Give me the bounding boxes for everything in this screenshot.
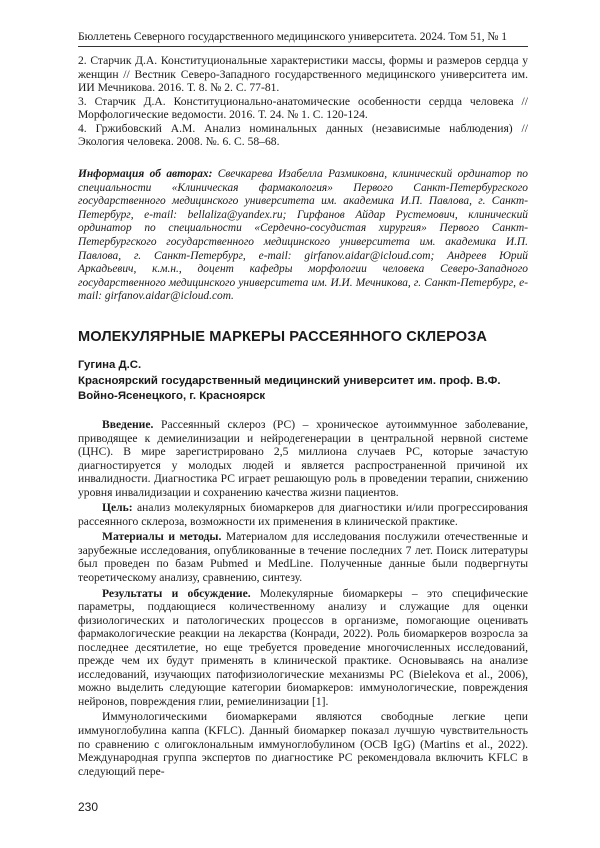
intro-label: Введение. [102,418,154,431]
results-label: Результаты и обсуждение. [102,586,251,600]
authors-info-text: Свечкарева Изабелла Размиковна, клинический ординатор по специальности «Клиническая фармакология» Первого Санкт-Петербургского государственного медицинского университета им. академика И.П. Павлова, г. Санкт-Петербург, e-mail: bellaliza@yandex.ru; Гирфанов Айдар Рустемович, клинический ординатор по специальности «Сердечно-сосудистая хирургия» Первого Санкт-Петербургского государственного медицинского университета им. академика И.П. Павлова, г. Санкт-Петербург, e-mail: girfanov.aidar@icloud.com; Андреев Юрий Аркадьевич, к.м.н., доцент кафедры морфологии человека Северо-Западного государственного медицинского университета им. И.И. Мечникова, г. Санкт-Петербург, e-mail: girfanov.aidar@icloud.com. [78,168,528,303]
header-divider [78,46,528,47]
reference-item: 2. Старчик Д.А. Конституциональные характеристики массы, формы и размеров сердца у женщин // Вестник Северо-Западного государственного медицинского университета им. ИИ Мечникова. 2016. Т. 8. № 2. С. 77-81. [78,54,528,94]
article-title: МОЛЕКУЛЯРНЫЕ МАРКЕРЫ РАССЕЯННОГО СКЛЕРОЗА [78,329,488,345]
authors-info-label: Информация об авторах: [78,168,213,180]
goal-label: Цель: [102,501,133,515]
intro-paragraph [78,418,528,499]
authors-information [78,168,528,304]
running-header: Бюллетень Северного государственного медицинского университета. 2024. Том 51, № 1 [78,30,508,43]
methods-label: Материалы и методы. [102,530,222,544]
reference-list [78,54,528,149]
reference-item: 3. Старчик Д.А. Конституционально-анатомические особенности сердца человека // Морфологические ведомости. 2016. Т. 24. № 1. С. 120-124. [78,94,528,121]
author-affiliation: Красноярский государственный медицинский университет им. проф. В.Ф. Войно-Ясенецкого, г. Красноярск [78,375,501,402]
article-author: Гугина Д.С. [78,359,142,371]
results-text: Молекулярные биомаркеры – это специфические параметры, поддающиеся количественному анализу и служащие для оценки физиологических и патологических процессов в организме, помогающие оценивать фармакологические реакции на лекарства (Конради, 2022). Роль биомаркеров возросла за последнее десятилетие, но еще требуется проведение многочисленных исследований, прежде чем их будут применять в клинической практике. Основываясь на анализе исследований, изучающих патофизиологические механизмы РС (Bielekova et al., 2006), можно выделить следующие категории биомаркеров: иммунологические, повреждения нейронов, повреждения глии, ремиелинизации [1]. [78,586,528,708]
methods-text: Материалом для исследования послужили отечественные и зарубежные исследования, опубликованные в течение последних 7 лет. Поиск литературы был проведен по базам Pubmed и MedLine. Полученные данные были подвергнуты теоретическому анализу, сравнению, синтезу. [78,530,528,585]
goal-text: анализ молекулярных биомаркеров для диагностики и/или прогрессирования рассеянного склероза, возможности их применения в клинической практике. [78,501,528,528]
results-paragraph [78,587,528,709]
methods-paragraph [78,530,528,584]
article-body [78,418,528,780]
goal-paragraph [78,501,528,528]
reference-item: 4. Гржибовский А.М. Анализ номинальных данных (независимые наблюдения) // Экология человека. 2008. №. 6. С. 58–68. [78,121,528,148]
immunological-paragraph: Иммунологическими биомаркерами являются свободные легкие цепи иммуноглобулина каппа (KFLC). Данный биомаркер показал лучшую чувствительность по сравнению с олигоклональным иммуноглобулином (OCB IgG) (Martins et al., 2022). Международная группа экспертов по диагностике РС рекомендовала включить KFLC в следующий пере- [78,710,528,778]
intro-text: Рассеянный склероз (РС) – хроническое аутоиммунное заболевание, приводящее к демиелинизации и нейродегенерации в центральной нервной системе (ЦНС). В мире зарегистрировано 2,5 миллиона случаев РС, которые зачастую диагностируется у молодых людей и является распространенной причиной их инвалидности. Диагностика РС играет решающую роль в проведении терапии, снижению уровня инвалидизации и сохранению качества жизни пациентов. [78,418,528,499]
page-number: 230 [78,800,99,814]
